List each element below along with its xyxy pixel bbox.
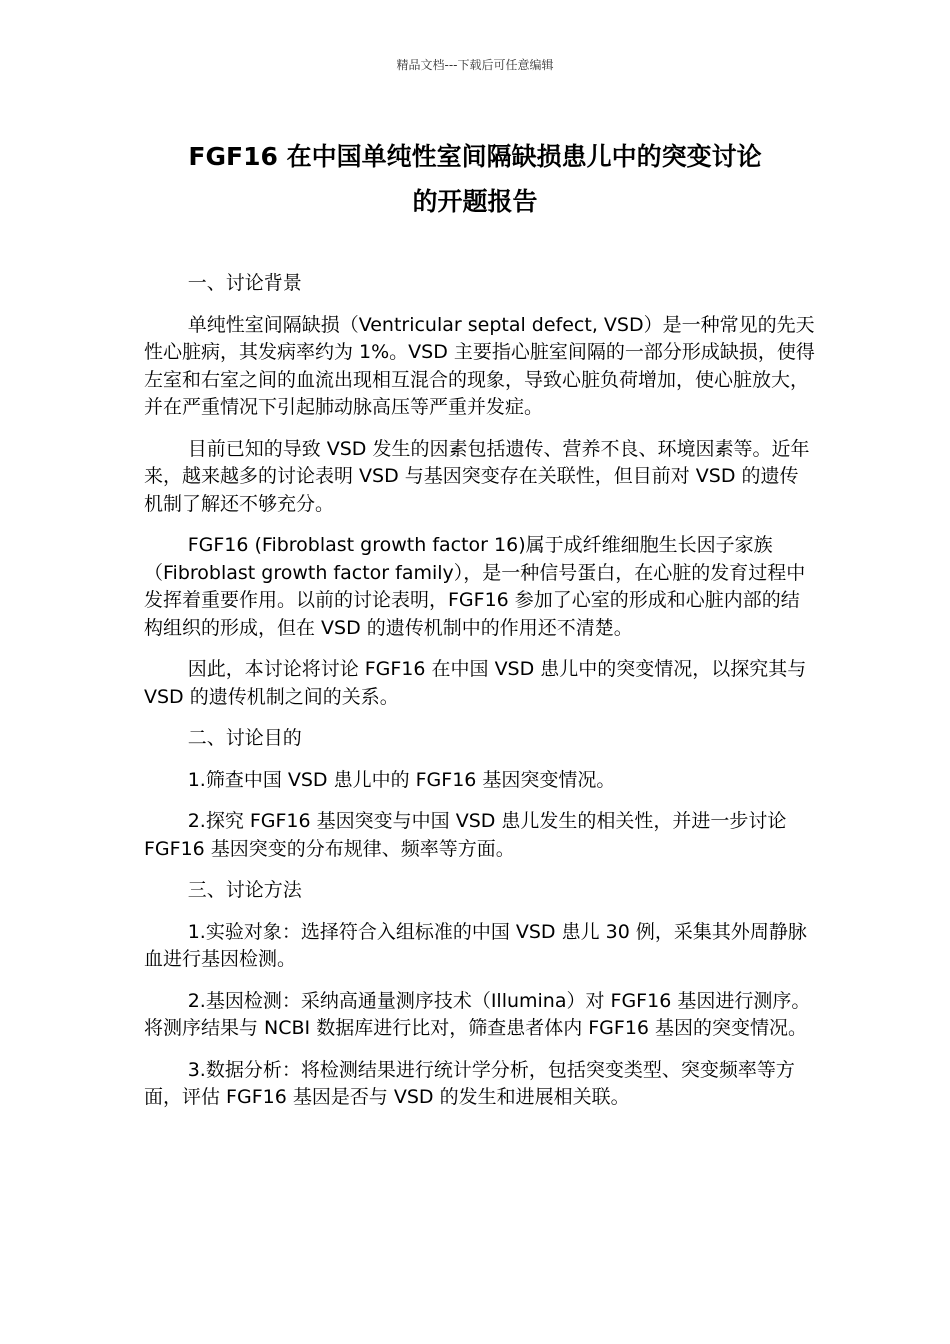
section-heading-purpose: 二、讨论目的: [187, 727, 302, 749]
document-title: [110, 134, 840, 224]
background-paragraph-2: 目前已知的导致 VSD 发生的因素包括遗传、营养不良、环境因素等。近年来，越来越多的讨论表明 VSD 与基因突变存在关联性，但目前对 VSD 的遗传机制了解还不够充分。: [144, 437, 810, 515]
section-heading-background: 一、讨论背景: [187, 272, 302, 294]
document-title-line-1: FGF16 在中国单纯性室间隔缺损患儿中的突变讨论: [188, 142, 762, 171]
methods-item-3: 3.数据分析：将检测结果进行统计学分析，包括突变类型、突变频率等方面，评估 FGF16 基因是否与 VSD 的发生和进展相关联。: [144, 1058, 795, 1108]
methods-item-1: 1.实验对象：选择符合入组标准的中国 VSD 患儿 30 例，采集其外周静脉血进行基因检测。: [144, 920, 807, 970]
background-paragraph-1: 单纯性室间隔缺损（Ventricular septal defect, VSD）是一种常见的先天性心脏病，其发病率约为 1%。VSD 主要指心脏室间隔的一部分形成缺损，使得左室和右室之间的血流出现相互混合的现象，导致心脏负荷增加，使心脏放大，并在严重情况下引起肺动脉高压等严重并发症。: [144, 313, 815, 418]
background-paragraph-4: 因此，本讨论将讨论 FGF16 在中国 VSD 患儿中的突变情况，以探究其与 VSD 的遗传机制之间的关系。: [144, 658, 807, 708]
page-header: 精品文档---下载后可任意编辑: [396, 58, 554, 72]
methods-item-2: 2.基因检测：采纳高通量测序技术（Illumina）对 FGF16 基因进行测序。将测序结果与 NCBI 数据库进行比对，筛查患者体内 FGF16 基因的突变情况。: [144, 989, 811, 1039]
purpose-item-2: 2.探究 FGF16 基因突变与中国 VSD 患儿发生的相关性，并进一步讨论 FGF16 基因突变的分布规律、频率等方面。: [144, 810, 787, 860]
document-body: [144, 270, 816, 1126]
section-heading-methods: 三、讨论方法: [187, 879, 302, 901]
background-paragraph-3: FGF16 (Fibroblast growth factor 16)属于成纤维细胞生长因子家族（Fibroblast growth factor family），是一种信号蛋白，在心脏的发育过程中发挥着重要作用。以前的讨论表明，FGF16 参加了心室的形成和心脏内部的结构组织的形成，但在 VSD 的遗传机制中的作用还不清楚。: [144, 534, 806, 639]
document-title-line-2: 的开题报告: [412, 187, 538, 216]
purpose-item-1: 1.筛查中国 VSD 患儿中的 FGF16 基因突变情况。: [187, 768, 616, 791]
